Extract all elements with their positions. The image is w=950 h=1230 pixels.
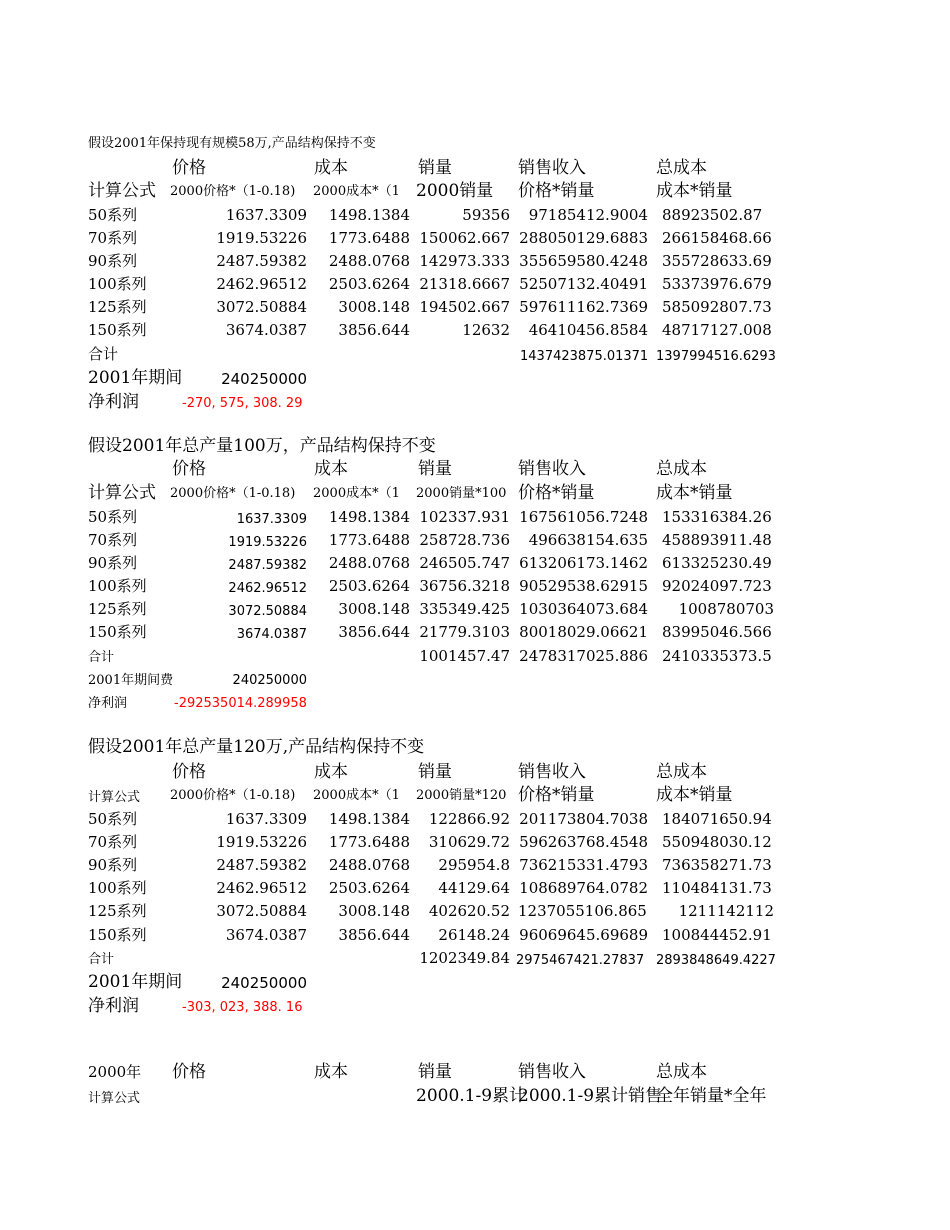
period-expense-label: 2001年期间 <box>88 972 183 992</box>
row-cost: 1498.1384 <box>328 508 410 526</box>
row-cost: 2488.0768 <box>328 554 410 572</box>
row-price: 2487.59382 <box>228 558 307 573</box>
row-total-cost: 184071650.94 <box>662 810 772 828</box>
formula-revenue: 价格*销量 <box>518 785 595 805</box>
header-volume: 销量 <box>418 158 452 178</box>
row-price: 1637.3309 <box>236 512 307 527</box>
row-revenue: 46410456.8584 <box>528 321 648 339</box>
row-revenue: 80018029.06621 <box>519 623 648 641</box>
row-cost: 1773.6488 <box>328 833 410 851</box>
row-revenue: 596263768.4548 <box>519 833 648 851</box>
row-total-cost: 110484131.73 <box>662 879 772 897</box>
period-expense-value: 240250000 <box>221 370 307 388</box>
header-total-cost: 总成本 <box>656 1062 707 1082</box>
header-price: 价格 <box>172 1062 206 1082</box>
formula-volume: 2000销量*100 <box>416 486 507 501</box>
header-total-cost: 总成本 <box>656 158 707 178</box>
row-revenue: 96069645.69689 <box>519 926 648 944</box>
row-total-cost: 100844452.91 <box>662 926 772 944</box>
total-label: 合计 <box>88 345 119 363</box>
row-revenue: 201173804.7038 <box>519 810 648 828</box>
header-volume: 销量 <box>418 1062 452 1082</box>
row-total-cost: 53373976.679 <box>662 275 772 293</box>
row-cost: 3008.148 <box>338 298 410 316</box>
formula-revenue: 价格*销量 <box>518 181 595 201</box>
section-1-title: 假设2001年保持现有规模58万,产品结构保持不变 <box>88 136 376 151</box>
row-volume: 194502.667 <box>419 298 510 316</box>
row-volume: 26148.24 <box>438 926 510 944</box>
row-volume: 122866.92 <box>428 810 510 828</box>
row-price: 3072.50884 <box>216 298 307 316</box>
row-volume: 44129.64 <box>438 879 510 897</box>
row-cost: 2488.0768 <box>328 856 410 874</box>
year-label: 2000年 <box>88 1063 142 1081</box>
row-total-cost: 83995046.566 <box>662 623 772 641</box>
row-volume: 310629.72 <box>428 833 510 851</box>
row-total-cost: 355728633.69 <box>662 252 772 270</box>
header-total-cost: 总成本 <box>656 762 707 782</box>
row-price: 3674.0387 <box>225 321 307 339</box>
header-revenue: 销售收入 <box>518 459 586 479</box>
formula-cost: 2000成本*（1 <box>313 486 400 501</box>
row-price: 2487.59382 <box>216 856 307 874</box>
row-cost: 3856.644 <box>338 321 410 339</box>
header-price: 价格 <box>172 158 206 178</box>
header-volume: 销量 <box>418 459 452 479</box>
row-volume: 335349.425 <box>419 600 510 618</box>
row-total-cost: 266158468.66 <box>662 229 772 247</box>
formula-cost: 2000成本*（1 <box>313 184 400 199</box>
row-cost: 2503.6264 <box>328 879 410 897</box>
row-volume: 21779.3103 <box>419 623 510 641</box>
row-price: 3072.50884 <box>228 604 307 619</box>
formula-total-cost: 成本*销量 <box>656 785 733 805</box>
row-revenue: 355659580.4248 <box>519 252 648 270</box>
row-price: 1919.53226 <box>216 229 307 247</box>
row-price: 3674.0387 <box>225 926 307 944</box>
row-revenue: 613206173.1462 <box>519 554 648 572</box>
row-total-cost: 613325230.49 <box>662 554 772 572</box>
row-total-cost: 1211142112 <box>678 902 774 920</box>
formula-revenue: 价格*销量 <box>518 483 595 503</box>
header-revenue: 销售收入 <box>518 1062 586 1082</box>
header-volume: 销量 <box>418 762 452 782</box>
row-price: 1637.3309 <box>225 206 307 224</box>
header-cost: 成本 <box>314 1062 348 1082</box>
row-cost: 3008.148 <box>338 902 410 920</box>
row-volume: 36756.3218 <box>419 577 510 595</box>
row-revenue: 108689764.0782 <box>519 879 648 897</box>
row-cost: 1773.6488 <box>328 229 410 247</box>
formula-price: 2000价格*（1-0.18) <box>170 184 296 199</box>
row-cost: 2488.0768 <box>328 252 410 270</box>
formula-total-cost: 全年销量*全年 <box>656 1086 767 1106</box>
row-cost: 1498.1384 <box>328 810 410 828</box>
row-volume: 102337.931 <box>419 508 510 526</box>
row-label: 90系列 <box>88 252 138 270</box>
row-cost: 1498.1384 <box>328 206 410 224</box>
row-label: 100系列 <box>88 577 147 595</box>
header-cost: 成本 <box>314 762 348 782</box>
net-profit-value: -270, 575, 308. 29 <box>182 396 303 411</box>
net-profit-label: 净利润 <box>88 696 128 711</box>
row-total-cost: 550948030.12 <box>662 833 772 851</box>
formula-volume: 2000销量*120 <box>416 788 507 803</box>
row-total-cost: 1008780703 <box>678 600 774 618</box>
row-label: 50系列 <box>88 206 138 224</box>
row-total-cost: 48717127.008 <box>662 321 772 339</box>
row-label: 125系列 <box>88 600 147 618</box>
total-volume: 1001457.47 <box>419 647 510 665</box>
formula-label: 计算公式 <box>88 790 141 805</box>
row-total-cost: 88923502.87 <box>662 206 763 224</box>
row-total-cost: 153316384.26 <box>662 508 772 526</box>
total-revenue: 2975467421.27837 <box>516 953 645 968</box>
header-cost: 成本 <box>314 459 348 479</box>
period-expense-value: 240250000 <box>232 673 307 688</box>
row-volume: 142973.333 <box>419 252 510 270</box>
header-cost: 成本 <box>314 158 348 178</box>
row-volume: 246505.747 <box>419 554 510 572</box>
row-label: 70系列 <box>88 833 138 851</box>
row-label: 50系列 <box>88 810 138 828</box>
total-total-cost: 1397994516.6293 <box>656 349 776 364</box>
total-total-cost: 2893848649.4227 <box>656 953 776 968</box>
formula-label: 计算公式 <box>88 1091 141 1106</box>
header-price: 价格 <box>172 762 206 782</box>
period-expense-label: 2001年期间费 <box>88 673 174 688</box>
row-label: 100系列 <box>88 879 147 897</box>
row-label: 50系列 <box>88 508 138 526</box>
row-volume: 295954.8 <box>438 856 510 874</box>
total-label: 合计 <box>88 650 115 665</box>
formula-label: 计算公式 <box>88 181 156 201</box>
total-volume: 1202349.84 <box>419 949 510 967</box>
row-label: 70系列 <box>88 531 138 549</box>
total-revenue: 2478317025.886 <box>519 647 648 665</box>
row-price: 2462.96512 <box>216 879 307 897</box>
row-label: 150系列 <box>88 623 147 641</box>
row-total-cost: 458893911.48 <box>662 531 772 549</box>
net-profit-label: 净利润 <box>88 996 139 1016</box>
row-label: 70系列 <box>88 229 138 247</box>
section-3-title: 假设2001年总产量120万,产品结构保持不变 <box>88 737 425 757</box>
formula-revenue: 2000.1-9累计销售 <box>518 1086 663 1106</box>
row-label: 150系列 <box>88 321 147 339</box>
row-revenue: 52507132.40491 <box>519 275 648 293</box>
row-price: 2462.96512 <box>216 275 307 293</box>
row-volume: 12632 <box>462 321 510 339</box>
row-volume: 402620.52 <box>428 902 510 920</box>
row-total-cost: 92024097.723 <box>662 577 772 595</box>
formula-total-cost: 成本*销量 <box>656 483 733 503</box>
header-total-cost: 总成本 <box>656 459 707 479</box>
row-price: 1637.3309 <box>225 810 307 828</box>
row-revenue: 97185412.9004 <box>528 206 648 224</box>
formula-price: 2000价格*（1-0.18) <box>170 486 296 501</box>
total-revenue: 1437423875.01371 <box>520 349 649 364</box>
header-revenue: 销售收入 <box>518 762 586 782</box>
formula-volume: 2000.1-9累计 <box>416 1086 527 1106</box>
row-cost: 3856.644 <box>338 926 410 944</box>
row-label: 150系列 <box>88 926 147 944</box>
period-expense-value: 240250000 <box>221 974 307 992</box>
section-2-title: 假设2001年总产量100万，产品结构保持不变 <box>88 436 436 456</box>
net-profit-label: 净利润 <box>88 392 139 412</box>
total-total-cost: 2410335373.5 <box>662 647 772 665</box>
row-revenue: 496638154.635 <box>528 531 648 549</box>
row-cost: 2503.6264 <box>328 577 410 595</box>
row-volume: 258728.736 <box>419 531 510 549</box>
row-revenue: 167561056.7248 <box>519 508 648 526</box>
row-total-cost: 736358271.73 <box>662 856 772 874</box>
row-volume: 150062.667 <box>419 229 510 247</box>
row-total-cost: 585092807.73 <box>662 298 772 316</box>
row-revenue: 1030364073.684 <box>519 600 648 618</box>
row-price: 2487.59382 <box>216 252 307 270</box>
row-revenue: 1237055106.865 <box>518 902 647 920</box>
total-label: 合计 <box>88 952 115 967</box>
formula-volume: 2000销量 <box>416 181 494 201</box>
formula-price: 2000价格*（1-0.18) <box>170 788 296 803</box>
row-price: 1919.53226 <box>216 833 307 851</box>
row-label: 125系列 <box>88 298 147 316</box>
formula-cost: 2000成本*（1 <box>313 788 400 803</box>
row-volume: 59356 <box>462 206 510 224</box>
formula-total-cost: 成本*销量 <box>656 181 733 201</box>
row-revenue: 736215331.4793 <box>519 856 648 874</box>
formula-label: 计算公式 <box>88 483 156 503</box>
row-label: 90系列 <box>88 856 138 874</box>
net-profit-value: -292535014.289958 <box>174 696 307 711</box>
row-price: 1919.53226 <box>228 535 307 550</box>
row-revenue: 288050129.6883 <box>519 229 648 247</box>
row-price: 3674.0387 <box>236 627 307 642</box>
row-price: 2462.96512 <box>228 581 307 596</box>
row-cost: 1773.6488 <box>328 531 410 549</box>
row-cost: 3008.148 <box>338 600 410 618</box>
header-price: 价格 <box>172 459 206 479</box>
row-price: 3072.50884 <box>216 902 307 920</box>
row-label: 100系列 <box>88 275 147 293</box>
header-revenue: 销售收入 <box>518 158 586 178</box>
row-volume: 21318.6667 <box>419 275 510 293</box>
row-cost: 2503.6264 <box>328 275 410 293</box>
row-label: 90系列 <box>88 554 138 572</box>
row-revenue: 597611162.7369 <box>519 298 648 316</box>
row-label: 125系列 <box>88 902 147 920</box>
row-revenue: 90529538.62915 <box>519 577 648 595</box>
net-profit-value: -303, 023, 388. 16 <box>182 1000 303 1015</box>
period-expense-label: 2001年期间 <box>88 368 183 388</box>
row-cost: 3856.644 <box>338 623 410 641</box>
